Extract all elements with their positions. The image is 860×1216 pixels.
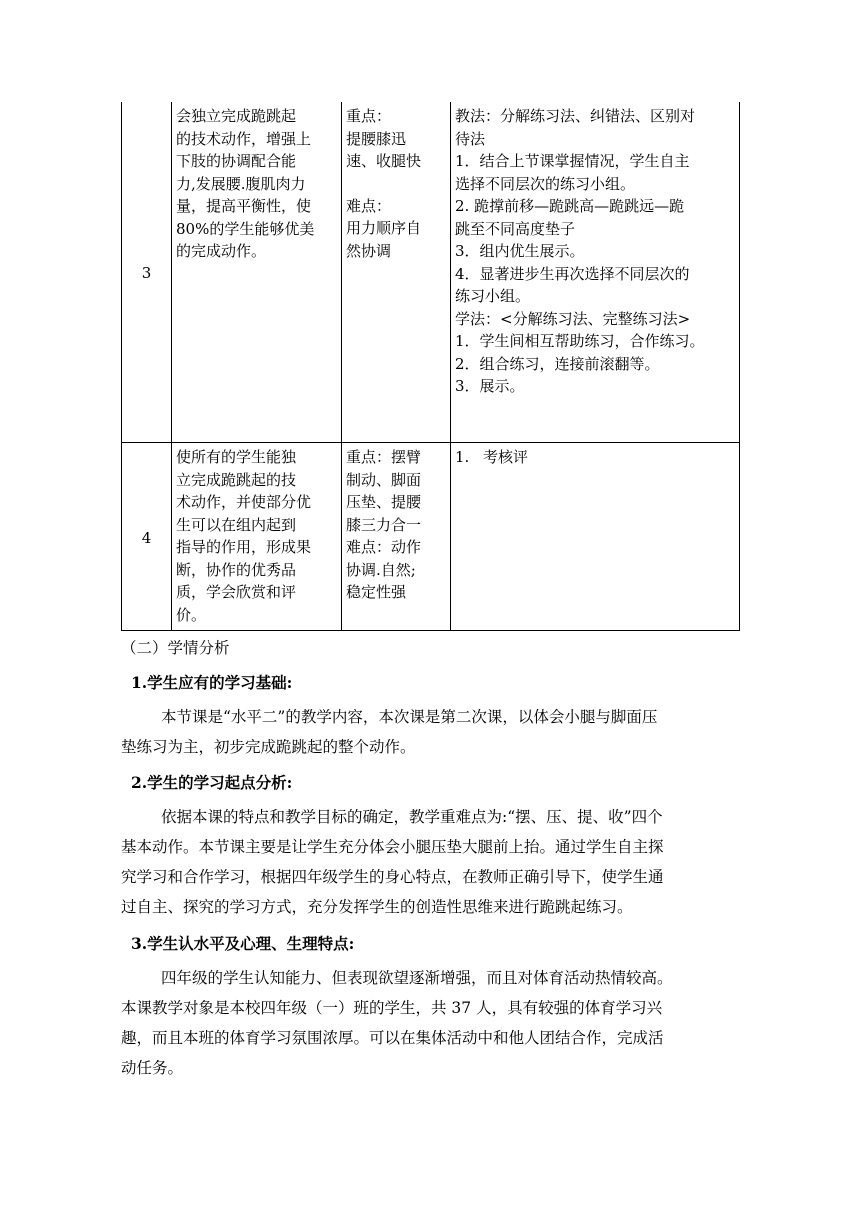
method-cell: 1. 考核评 [451, 443, 740, 631]
focus-cell: 重点： 提腰膝迅 速、收腿快 难点： 用力顺序自 然协调 [342, 102, 451, 443]
paragraph: 依据本课的特点和教学目标的确定，教学重难点为:“摆、压、提、收”四个 基本动作。本节课主要是让学生充分体会小腿压垫大腿前上抬。通过学生自主探 究学习和合作学习，根据四年级学生的身心特点，在教师正确引导下，使学生通 过自主、探究的学习方式，充分发挥学生的创造性思维来进行跪跳起练习。 [121, 808, 664, 916]
subsection-title: 3.学生认水平及心理、生理特点: [131, 934, 355, 953]
table-row [122, 443, 740, 631]
section-title: （二）学情分析 [121, 639, 230, 657]
goal-cell: 会独立完成跪跳起 的技术动作，增强上 下肢的协调配合能 力,发展腰.腹肌肉力 量，提高平衡性，使 80%的学生能够优美 的完成动作。 [172, 102, 342, 443]
table-row [122, 102, 740, 443]
goal-cell: 使所有的学生能独 立完成跪跳起的技 术动作，并使部分优 生可以在组内起到 指导的作用，形成果 断，协作的优秀品 质，学会欣赏和评 价。 [172, 443, 342, 631]
subsection-title: 2.学生的学习起点分析: [131, 773, 293, 792]
paragraph: 本节课是“水平二”的教学内容，本次课是第二次课，以体会小腿与脚面压 垫练习为主，初步完成跪跳起的整个动作。 [121, 708, 658, 756]
row-number: 3 [122, 102, 172, 443]
paragraph: 四年级的学生认知能力、但表现欲望逐渐增强，而且对体育活动热情较高。 本课教学对象是本校四年级（一）班的学生，共 37 人，具有较强的体育学习兴 趣，而且本班的体育学习氛围浓厚。可以在集体活动中和他人团结合作，完成活 动任务。 [121, 969, 673, 1077]
row-number: 4 [122, 443, 172, 631]
subsection-title: 1.学生应有的学习基础: [131, 673, 293, 692]
method-cell: 教法：分解练习法、纠错法、区别对 待法 1．结合上节课掌握情况，学生自主 选择不同层次的练习小组。 2. 跪撑前移—跪跳高—跪跳远—跪 跳至不同高度垫子 3．组内优生展示。 4．显著进步生再次选择不同层次的 练习小组。 学法：<分解练习法、完整练习法> 1．学生间相互帮助练习，合作练习。 2．组合练习，连接前滚翻等。 3．展示。 [451, 102, 740, 443]
lesson-plan-table [121, 102, 740, 631]
focus-cell: 重点：摆臂 制动、脚面 压垫、提腰 膝三力合一 难点：动作 协调.自然; 稳定性强 [342, 443, 451, 631]
